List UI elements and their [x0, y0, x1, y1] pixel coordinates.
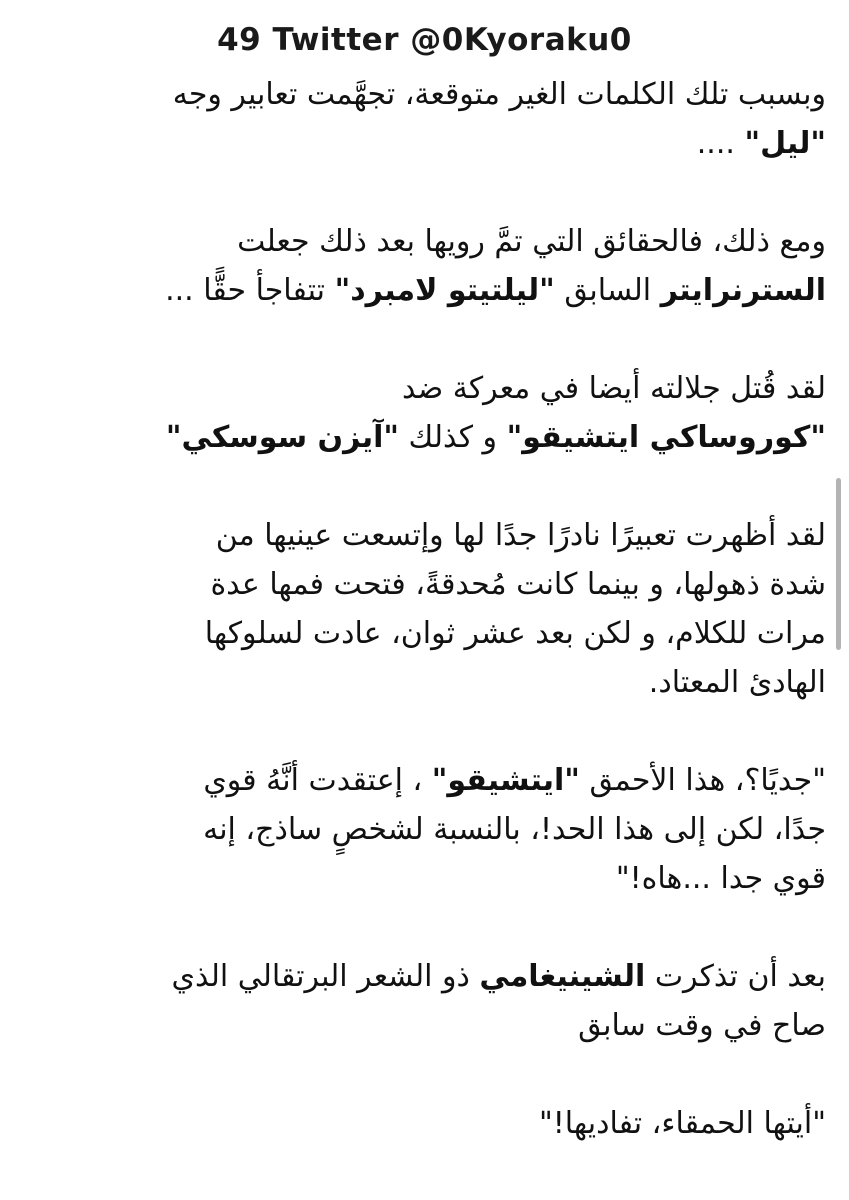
text-line: وبسبب تلك الكلمات الغير متوقعة، تجهَّمت تعابير وجه [172, 77, 826, 112]
paragraph-5 [66, 756, 826, 903]
bold-name: "كوروساكي ايتشيقو" [506, 420, 826, 455]
page-header: 49 Twitter @0Kyoraku0 [217, 22, 632, 58]
bold-name: "آيزن سوسكي" [165, 420, 400, 455]
text-line: صاح في وقت سابق [578, 1008, 826, 1043]
text-segment: و كذلك [399, 420, 507, 455]
text-segment: .... [696, 126, 745, 161]
text-line: "أيتها الحمقاء، تفاديها!" [538, 1106, 826, 1141]
bold-name: "ليلتيتو لامبرد" [334, 273, 555, 308]
paragraph-2 [66, 217, 826, 315]
paragraph-3 [66, 364, 826, 462]
paragraph-6 [66, 952, 826, 1050]
text-line: الهادئ المعتاد. [648, 665, 826, 700]
text-line: مرات للكلام، و لكن بعد عشر ثوان، عادت لسلوكها [204, 616, 826, 651]
paragraph-1 [66, 70, 826, 168]
text-line: جدًا، لكن إلى هذا الحد!، بالنسبة لشخصٍ ساذج، إنه [203, 812, 826, 847]
scrollbar-thumb[interactable] [836, 478, 841, 650]
text-segment: السابق [554, 273, 661, 308]
story-text [66, 70, 826, 1148]
text-line: قوي جدا ...هاه!" [615, 861, 826, 896]
bold-name: "ايتشيقو" [431, 763, 580, 798]
text-segment: بعد أن تذكرت [645, 959, 826, 994]
text-segment: "جديًا؟، هذا الأحمق [579, 763, 826, 798]
text-line: لقد أظهرت تعبيرًا نادرًا جدًا لها وإتسعت عينيها من [215, 518, 826, 553]
paragraph-4 [66, 511, 826, 707]
text-line: ومع ذلك، فالحقائق التي تمَّ رويها بعد ذلك جعلت [237, 224, 826, 259]
text-segment: تتفاجأ حقًّا ... [165, 273, 335, 308]
bold-name: الشينيغامي [479, 959, 646, 994]
paragraph-7 [66, 1099, 826, 1148]
bold-name: "ليل" [744, 126, 826, 161]
text-line: لقد قُتل جلالته أيضا في معركة ضد [402, 371, 826, 406]
bold-name: السترنرايتر [660, 273, 826, 308]
text-segment: ، إعتقدت أنَّهُ قوي [203, 763, 432, 798]
text-line: شدة ذهولها، و بينما كانت مُحدقةً، فتحت فمها عدة [210, 567, 826, 602]
text-segment: ذو الشعر البرتقالي الذي [171, 959, 480, 994]
